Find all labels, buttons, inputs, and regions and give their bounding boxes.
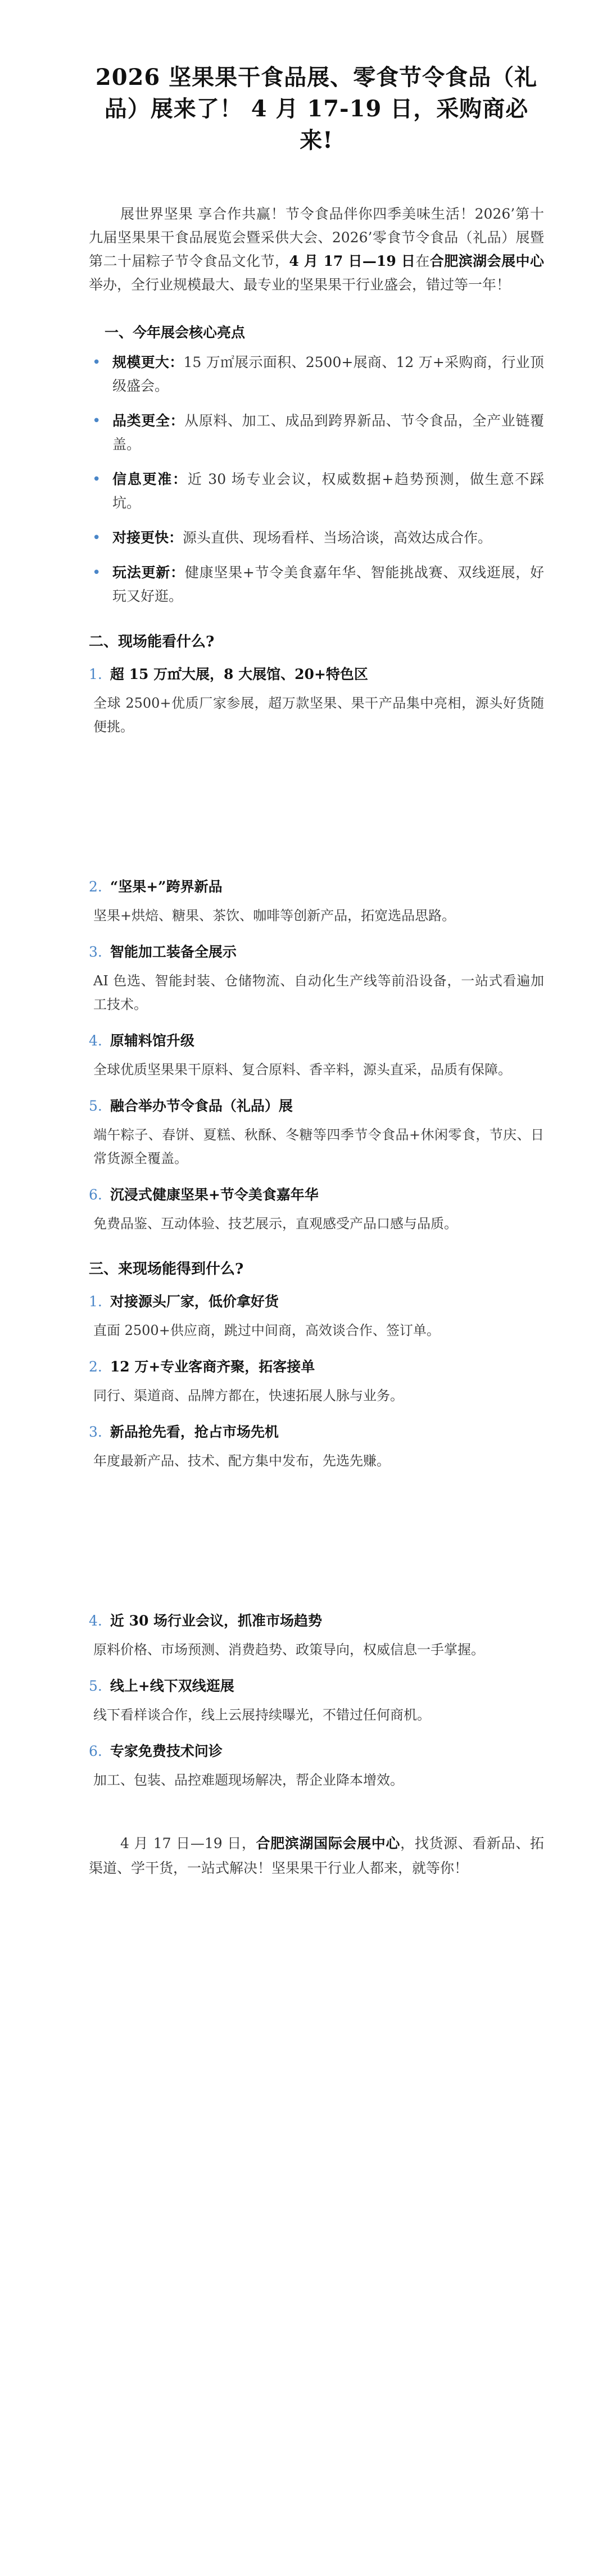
item-title-text: 沉浸式健康坚果+节令美食嘉年华 [110, 1187, 319, 1203]
item-title-text: 新品抢先看，抢占市场先机 [110, 1424, 279, 1440]
list-item [89, 468, 544, 515]
gain-item-title [89, 1610, 544, 1632]
highlight-text: 近 30 场专业会议，权威数据+趋势预测，做生意不踩坑。 [112, 471, 544, 511]
gain-item-desc: 同行、渠道商、品牌方都在，快速拓展人脉与业务。 [93, 1388, 404, 1404]
intro-text-3: 举办，全行业规模最大、最专业的坚果果干行业盛会，错过等一年！ [89, 277, 511, 293]
intro-text-2: 在 [415, 253, 430, 269]
closing-venue: 合肥滨湖国际会展中心 [256, 1835, 401, 1851]
image-placeholder [89, 752, 544, 876]
see-item-title [89, 1184, 544, 1206]
gain-item-desc: 原料价格、市场预测、消费趋势、政策导向，权威信息一手掌握。 [93, 1642, 484, 1658]
item-number: 2. [89, 879, 102, 895]
bullet-dot-icon: • [92, 529, 101, 546]
item-number: 4. [89, 1033, 102, 1049]
gain-item-desc: 直面 2500+供应商，跳过中间商，高效谈合作、签订单。 [93, 1323, 440, 1338]
closing-text-1: 4 月 17 日—19 日， [120, 1835, 256, 1851]
see-item-title [89, 663, 544, 686]
item-title-text: 智能加工装备全展示 [110, 944, 237, 960]
see-item-desc: 端午粽子、春饼、夏糕、秋酥、冬糖等四季节令食品+休闲零食，节庆、日常货源全覆盖。 [93, 1127, 544, 1166]
item-title-text: 融合举办节令食品（礼品）展 [110, 1098, 293, 1114]
see-item-desc: 全球优质坚果果干原料、复合原料、香辛料，源头直采，品质有保障。 [93, 1062, 511, 1078]
see-item-title [89, 941, 544, 963]
intro-date: 4 月 17 日—19 日 [289, 253, 416, 269]
gain-item-title [89, 1421, 544, 1443]
section-see-heading: 二、现场能看什么? [89, 633, 215, 650]
list-item [89, 561, 544, 608]
highlight-label: 品类更全： [112, 413, 185, 429]
highlight-text: 源头直供、现场看样、当场洽谈，高效达成合作。 [183, 529, 492, 546]
see-item-desc: 坚果+烘焙、糖果、茶饮、咖啡等创新产品，拓宽选品思路。 [93, 908, 456, 923]
item-title-text: 专家免费技术问诊 [110, 1743, 223, 1759]
highlight-text: 健康坚果+节令美食嘉年华、智能挑战赛、双线逛展，好玩又好逛。 [112, 564, 544, 604]
gain-item-title [89, 1291, 544, 1313]
bullet-dot-icon: • [92, 413, 101, 429]
item-title-text: 超 15 万㎡大展，8 大展馆、20+特色区 [110, 666, 368, 682]
gain-item-title [89, 1740, 544, 1763]
gain-item-desc: 年度最新产品、技术、配方集中发布，先选先赚。 [93, 1453, 390, 1469]
item-number: 5. [89, 1678, 102, 1694]
see-item-title [89, 1095, 544, 1117]
gain-item-title [89, 1356, 544, 1378]
see-item-title [89, 1030, 544, 1052]
highlight-text: 15 万㎡展示面积、2500+展商、12 万+采购商，行业顶级盛会。 [112, 354, 544, 394]
gain-item-desc: 线下看样谈合作，线上云展持续曝光，不错过任何商机。 [93, 1707, 431, 1723]
image-placeholder [89, 1486, 544, 1610]
highlight-label: 规模更大： [112, 354, 184, 370]
highlight-label: 信息更准： [112, 471, 188, 487]
gain-item-desc: 加工、包装、品控难题现场解决，帮企业降本增效。 [93, 1772, 404, 1788]
highlight-label: 玩法更新： [112, 564, 185, 581]
item-number: 1. [89, 666, 102, 682]
page-title: 2026 坚果果干食品展、零食节令食品（礼品）展来了！ 4 月 17-19 日，采购商必来! [95, 64, 538, 153]
intro-venue: 合肥滨湖会展中心 [429, 253, 544, 269]
see-item-title [89, 876, 544, 898]
section-gain-heading: 三、来现场能得到什么? [89, 1261, 244, 1278]
item-number: 6. [89, 1187, 102, 1203]
item-title-text: 线上+线下双线逛展 [110, 1678, 234, 1694]
intro-paragraph [89, 202, 544, 297]
item-title-text: 12 万+专业客商齐聚，拓客接单 [110, 1359, 315, 1375]
item-number: 2. [89, 1359, 102, 1375]
item-number: 5. [89, 1098, 102, 1114]
gain-item-title [89, 1675, 544, 1697]
item-number: 6. [89, 1743, 102, 1759]
highlights-list [89, 351, 544, 608]
item-title-text: 对接源头厂家，低价拿好货 [110, 1293, 279, 1310]
list-item [89, 351, 544, 398]
list-item [89, 409, 544, 456]
item-number: 1. [89, 1293, 102, 1310]
intro-text-1: 展世界坚果 享合作共赢！节令食品伴你四季美味生活！2026’第十九届坚果果干食品展览会暨采供大会、2026’零食节令食品（礼品）展暨第二十届粽子节令食品文化节， [89, 206, 544, 269]
closing-paragraph [89, 1831, 544, 1881]
bullet-dot-icon: • [92, 354, 101, 371]
section-highlights-heading: 一、今年展会核心亮点 [105, 324, 246, 341]
item-number: 4. [89, 1613, 102, 1629]
bullet-dot-icon: • [92, 564, 101, 581]
item-number: 3. [89, 944, 102, 960]
item-title-text: 原辅料馆升级 [110, 1033, 194, 1049]
see-item-desc: 全球 2500+优质厂家参展，超万款坚果、果干产品集中亮相，源头好货随便挑。 [93, 695, 544, 735]
highlight-text: 从原料、加工、成品到跨界新品、节令食品，全产业链覆盖。 [112, 413, 544, 452]
highlight-label: 对接更快： [112, 529, 183, 546]
list-item [89, 526, 544, 550]
see-item-desc: AI 色选、智能封装、仓储物流、自动化生产线等前沿设备，一站式看遍加工技术。 [93, 973, 544, 1012]
item-title-text: “坚果+”跨界新品 [110, 879, 223, 895]
bullet-dot-icon: • [92, 471, 101, 488]
item-number: 3. [89, 1424, 102, 1440]
see-item-desc: 免费品鉴、互动体验、技艺展示，直观感受产品口感与品质。 [93, 1216, 457, 1232]
item-title-text: 近 30 场行业会议，抓准市场趋势 [110, 1613, 323, 1629]
closing-text-2: ，找货源、看新品、拓渠道、学干货，一站式解决！坚果果干行业人都来，就等你！ [89, 1835, 544, 1876]
